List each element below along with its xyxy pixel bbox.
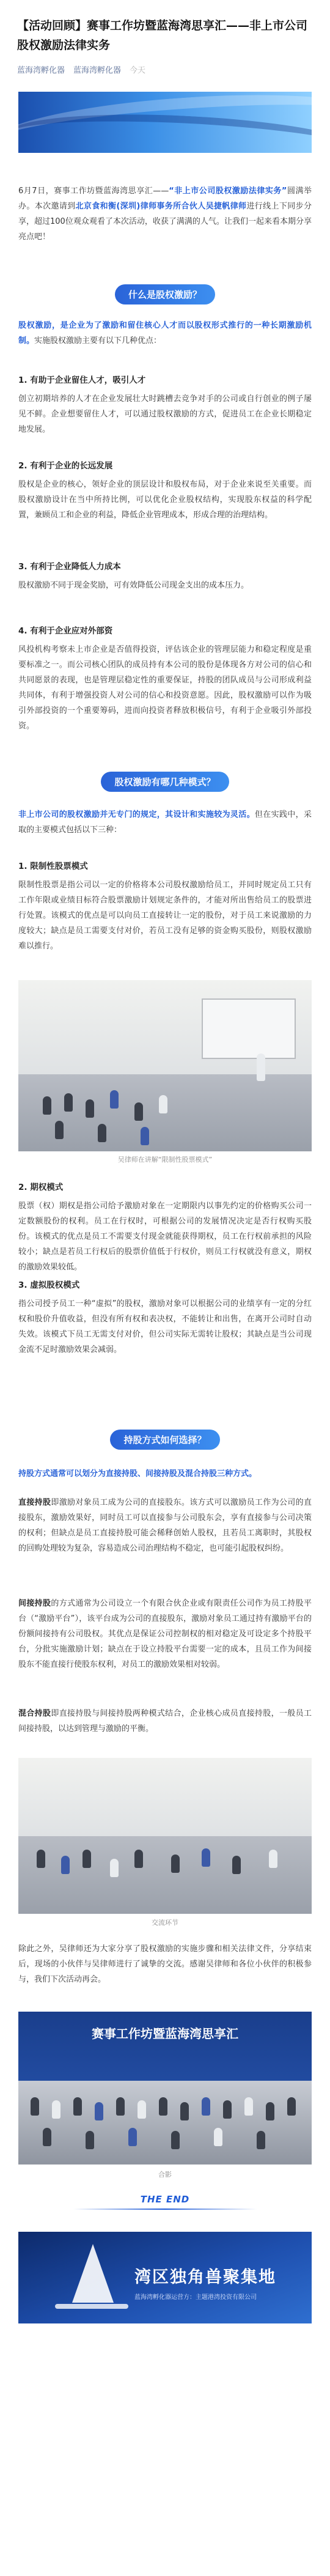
section2-lead: 非上市公司的股权激励并无专门的规定，其设计和实施较为灵活。但在实践中，采取的主要模式包括以下三种： bbox=[18, 810, 312, 835]
section-badge-what-is-equity-incentive: 什么是股权激励？ bbox=[0, 284, 330, 304]
section2-heading-2: 2. 期权模式 bbox=[18, 1183, 64, 1192]
header-banner-image bbox=[18, 92, 312, 153]
section1-paragraph-3: 股权激励不同于现金奖励，可有效降低公司现金支出的成本压力。 bbox=[18, 581, 249, 590]
intro-paragraph: 6月7日，赛事工作坊暨蓝海湾思享汇——“非上市公司股权激励法律实务”圆满举办。本次邀请到北京食和衡(深圳)律师事务所合伙人吴捷帆律师进行线上下同步分享，超过100位观众观看了本次活动，收获了满满的人气。让我们一起来看本期分享亮点吧！ bbox=[18, 186, 312, 242]
article-meta bbox=[17, 64, 145, 75]
section2-heading-1: 1. 限制性股票模式 bbox=[18, 862, 88, 871]
article-title: 【活动回顾】赛事工作坊暨蓝海湾思享汇——非上市公司股权激励法律实务 bbox=[17, 19, 308, 52]
footer-banner bbox=[18, 2232, 312, 2323]
section2-paragraph-1: 限制性股票是指公司以一定的价格将本公司股权激励给员工，并同时规定员工只有工作年限或业绩目标符合股票激励计划规定条件的，才能对所出售给员工的股票进行处置。该模式的优点是可以向员工直接转让一定的股份，对于员工来说激励的力度较大；缺点是员工需要支付对价，若员工没有足够的资金购买股份，则股权激励难以推行。 bbox=[18, 880, 312, 951]
lecture-photo bbox=[18, 980, 312, 1151]
sail-logo-icon bbox=[72, 2244, 114, 2303]
footer-banner-subtitle: 蓝海湾孵化器运营方：主题港湾投资有限公司 bbox=[134, 2294, 257, 2301]
section2-paragraph-3: 指公司授予员工一种“虚拟”的股权，激励对象可以根据公司的业绩享有一定的分红权和股价升值收益，但没有所有权和表决权，不能转让和出售，在离开公司时自动失效。该模式下员工无需支付对价，但公司实际无需转让股权；其缺点是当公司现金流不足时激励效果会减弱。 bbox=[18, 1299, 312, 1354]
footer-banner-title: 湾区独角兽聚集地 bbox=[134, 2268, 276, 2287]
section1-heading-1: 1. 有助于企业留住人才，吸引人才 bbox=[18, 375, 146, 385]
section1-lead: 股权激励，是企业为了激励和留住核心人才而以股权形式推行的一种长期激励机制。实施股权激励主要有以下几种优点： bbox=[18, 321, 312, 345]
section-badge-incentive-models: 股权激励有哪几种模式？ bbox=[0, 772, 330, 792]
lecture-photo-caption: 吴律师在讲解“限制性股票模式” bbox=[117, 1156, 213, 1164]
section2-paragraph-2: 股票（权）期权是指公司给予激励对象在一定期限内以事先约定的价格购买公司一定数额股份的权利。员工在行权时，可根据公司的发展情况决定是否行权购买股份。该模式的优点是员工不需要支付现金就能获得期权，员工在行权前承担的风险较小；缺点是若员工行权后的股票价值低于行权价，则员工行权就没有意义，期权的激励效果较低。 bbox=[18, 1201, 312, 1272]
section2-heading-3: 3. 虚拟股权模式 bbox=[18, 1280, 80, 1290]
section1-paragraph-2: 股权是企业的核心，领好企业的顶层设计和股权布局，对于企业来说至关重要。而股权激励设计在当中所持比例，可以优化企业股权结构，实现股东权益的科学配置，兼顾员工和企业的利益，降低企业管理成本，形成合理的治理结构。 bbox=[18, 480, 312, 520]
section1-heading-3: 3. 有利于企业降低人力成本 bbox=[18, 562, 121, 572]
section3-indirect-holding: 间接持股的方式通常为公司设立一个有限合伙企业或有限责任公司作为员工持股平台（“激励平台”），该平台成为公司的直接股东，激励对象员工通过持有激励平台的份额间接持有公司股权。其优点是保证公司控制权的相对稳定及可设定多个持股平台，分批实施激励计划；缺点在于设立持股平台需要一定的成本，且员工作为间接股东不能直接行使股东权利，对员工的激励效果相对较弱。 bbox=[18, 1599, 312, 1669]
section1-heading-4: 4. 有利于企业应对外部资 bbox=[18, 626, 113, 636]
exchange-photo-caption: 交流环节 bbox=[152, 1919, 178, 1927]
the-end-label: THE END bbox=[140, 2194, 190, 2205]
section1-heading-2: 2. 有利于企业的长远发展 bbox=[18, 461, 113, 471]
end-divider bbox=[73, 2209, 257, 2210]
group-photo bbox=[18, 2012, 312, 2165]
account-link[interactable]: 蓝海湾孵化器 bbox=[17, 66, 65, 75]
section3-direct-holding: 直接持股即激励对象员工成为公司的直接股东。该方式可以激励员工作为公司的直接股东，激励效果好，同时员工可以直接参与公司股东会，享有直接参与公司决策的权利；但缺点是员工直接持股可能会稀释创始人股权，且若员工离职时，其股权的回购处理较为复杂，容易造成公司治理结构不稳定，也可能引起股权纠纷。 bbox=[18, 1498, 312, 1553]
section1-paragraph-4: 风投机构考察未上市企业是否值得投资，评估该企业的管理层能力和稳定程度是重要标准之一。而公司核心团队的成员持有本公司的股份是体现各方对公司的信心和共同愿景的表现，也是管理层稳定性的重要保证，持股的团队成员与公司形成利益共同体，有利于增强投资人对公司的信心和投资意愿。因此，股权激励可以作为吸引外部投资的一个重要筹码，进而向投资者释放积极信号，有利于企业吸引外部投资。 bbox=[18, 645, 312, 731]
group-photo-banner-text: 赛事工作坊暨蓝海湾思享汇 bbox=[92, 2026, 238, 2041]
section-badge-holding-method: 持股方式如何选择？ bbox=[0, 1430, 330, 1450]
exchange-photo bbox=[18, 1758, 312, 1914]
author-name[interactable]: 蓝海湾孵化器 bbox=[73, 66, 122, 75]
section3-mixed-holding: 混合持股即直接持股与间接持股两种模式结合，企业核心成员直接持股，一般员工间接持股，以达到管理与激励的平衡。 bbox=[18, 1709, 312, 1733]
section3-lead: 持股方式通常可以划分为直接持股、间接持股及混合持股三种方式。 bbox=[18, 1469, 257, 1478]
section1-paragraph-1: 创立初期培养的人才在企业发展壮大时跳槽去竞争对手的公司或自行创业的例子屡见不鲜。企业想要留住人才，可以通过股权激励的方式，促进员工在企业长期稳定地发展。 bbox=[18, 394, 312, 434]
publish-date: 今天 bbox=[130, 66, 146, 75]
closing-paragraph: 除此之外，吴律师还为大家分享了股权激励的实施步骤和相关法律文件，分享结束后，现场的小伙伴与吴律师进行了诚挚的交流。感谢吴律师和各位小伙伴的积极参与，我们下次活动再会。 bbox=[18, 1944, 312, 1984]
group-photo-caption: 合影 bbox=[158, 2171, 172, 2179]
